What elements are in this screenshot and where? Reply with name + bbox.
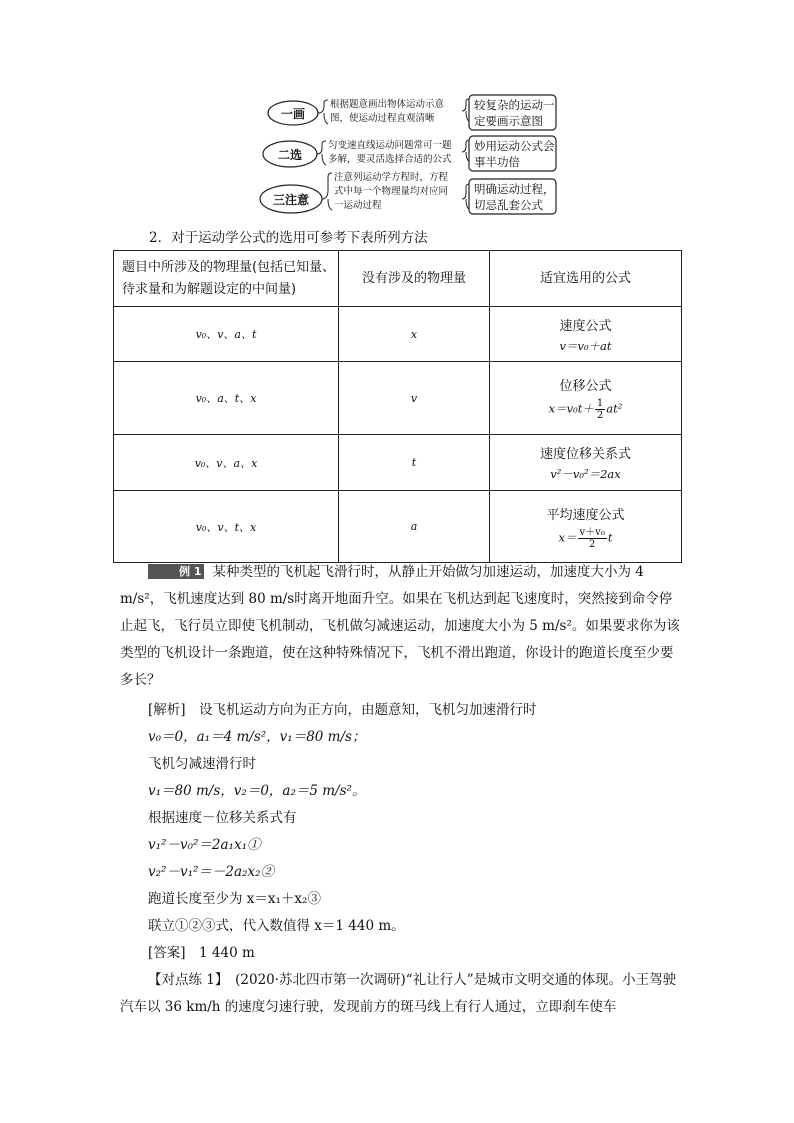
diagram-right-1 xyxy=(474,97,555,129)
fraction-numerator: 1 xyxy=(596,398,604,409)
diagram-middle-1-line-1: 根据题意画出物体运动示意 xyxy=(330,99,445,110)
solution-line: 跑道长度至少为 x＝x₁＋x₂③ xyxy=(148,891,321,907)
cell-formula xyxy=(490,362,682,435)
solution-line: 联立①②③式，代入数值得 x＝1 440 m。 xyxy=(148,918,405,934)
table-row xyxy=(114,491,682,563)
formula-pre: x＝v₀t＋ xyxy=(548,401,594,416)
diagram-right-1-line-2: 定要画示意图 xyxy=(474,114,543,128)
header-involved: 题目中所涉及的物理量(包括已知量、待求量和为解题设定的中间量) xyxy=(114,251,339,307)
solution-line: v₂²－v₁²＝－2a₂x₂② xyxy=(148,864,274,880)
diagram-right-2-line-2: 事半功倍 xyxy=(474,155,520,169)
answer-line: [答案] 1 440 m xyxy=(148,945,255,961)
solution-line: 飞机匀减速滑行时 xyxy=(148,756,256,772)
example-badge: 例 1 xyxy=(148,564,204,579)
formula-post: t xyxy=(607,530,613,544)
oval-label-1: 一画 xyxy=(280,107,305,121)
practice-paragraph: 【对点练 1】 (2020·苏北四市第一次调研)“礼让行人”是城市文明交通的体现。小王驾驶汽车以 36 km/h 的速度匀速行驶，发现前方的斑马线上有行人通过，立即刹车使车 xyxy=(120,972,677,1015)
cell-formula xyxy=(490,435,682,491)
cell-involved: v₀、v、a、t xyxy=(114,307,339,362)
table-header-row xyxy=(114,251,682,307)
formula-post: at² xyxy=(606,401,623,416)
header-formula: 适宜选用的公式 xyxy=(490,251,682,307)
formula-table xyxy=(113,250,682,563)
table-row xyxy=(114,307,682,362)
fraction-denominator: 2 xyxy=(589,538,596,550)
diagram-right-3 xyxy=(474,181,555,213)
diagram-middle-2-line-2: 多解，要灵活选择合适的公式 xyxy=(328,154,452,165)
formula-name: 平均速度公式 xyxy=(546,507,625,523)
diagram-right-3-line-2: 切忌乱套公式 xyxy=(474,198,543,212)
table-row xyxy=(114,362,682,435)
cell-involved: v₀、a、t、x xyxy=(114,362,339,435)
formula-name: 位移公式 xyxy=(559,379,612,394)
cell-involved: v₀、v、t、x xyxy=(114,491,339,563)
cell-missing: v xyxy=(339,362,490,435)
formula-expression: v＝v₀＋at xyxy=(559,338,612,353)
formula-expression: v²－v₀²＝2ax xyxy=(550,467,621,481)
diagram-middle-3-line-1: 注意列运动学方程时，方程 xyxy=(334,172,449,183)
solution-line: 根据速度－位移关系式有 xyxy=(148,810,297,826)
oval-label-3: 三注意 xyxy=(272,193,309,207)
diagram-middle-2-line-1: 匀变速直线运动问题常可一题 xyxy=(328,140,452,151)
diagram-right-2 xyxy=(474,138,555,170)
cell-missing: a xyxy=(339,491,490,563)
cell-involved: v₀、v、a、x xyxy=(114,435,339,491)
oval-label-2: 二选 xyxy=(277,148,302,162)
diagram-middle-2 xyxy=(328,139,452,167)
formula-name: 速度公式 xyxy=(559,318,612,334)
diagram-middle-1-line-2: 图，使运动过程直观清晰 xyxy=(330,113,435,124)
solution-line: [解析] 设飞机运动方向为正方向，由题意知，飞机匀加速滑行时 xyxy=(148,702,537,718)
cell-formula xyxy=(490,491,682,563)
diagram-middle-3-line-2: 式中每一个物理量均对应同 xyxy=(334,186,449,197)
diagram-middle-3-line-3: 一运动过程 xyxy=(334,200,382,211)
diagram-middle-1 xyxy=(330,98,444,126)
diagram-middle-3 xyxy=(334,171,448,213)
table-row xyxy=(114,435,682,491)
formula-expression xyxy=(490,527,681,550)
section-heading: 2．对于运动学公式的选用可参考下表所列方法 xyxy=(149,230,428,246)
cell-formula xyxy=(490,307,682,362)
solution-line: v₀＝0，a₁＝4 m/s²，v₁＝80 m/s； xyxy=(148,729,366,745)
cell-missing: x xyxy=(339,307,490,362)
diagram-right-1-line-1: 较复杂的运动一 xyxy=(474,98,555,112)
cell-missing: t xyxy=(339,435,490,491)
fraction-numerator: v＋v₀ xyxy=(579,526,605,538)
diagram-right-3-line-1: 明确运动过程， xyxy=(474,182,555,196)
fraction-denominator: 2 xyxy=(596,410,604,421)
solution-line: v₁＝80 m/s，v₂＝0，a₂＝5 m/s²。 xyxy=(148,783,366,799)
formula-expression xyxy=(490,398,681,421)
header-missing: 没有涉及的物理量 xyxy=(339,251,490,307)
example-text: 某种类型的飞机起飞滑行时，从静止开始做匀加速运动，加速度大小为 4 m/s²，飞机速度达到 80 m/s时离开地面升空。如果在飞机达到起飞速度时，突然接到命令停止起飞，飞行员立即使飞机制动，飞机做匀减速运动，加速度大小为 5 m/s²。如果要求你为该类型的飞机设计一条跑道，使在这种特殊情况下，飞机不滑出跑道，你设计的跑道长度至少要多长？ xyxy=(120,564,680,688)
solution-line: v₁²－v₀²＝2a₁x₁① xyxy=(148,837,261,853)
formula-pre: x＝ xyxy=(558,530,577,544)
fraction xyxy=(595,398,605,421)
formula-name: 速度位移关系式 xyxy=(539,447,631,462)
example-paragraph xyxy=(120,559,680,694)
diagram-right-2-line-1: 妙用运动公式会 xyxy=(474,139,555,153)
fraction xyxy=(578,527,607,550)
